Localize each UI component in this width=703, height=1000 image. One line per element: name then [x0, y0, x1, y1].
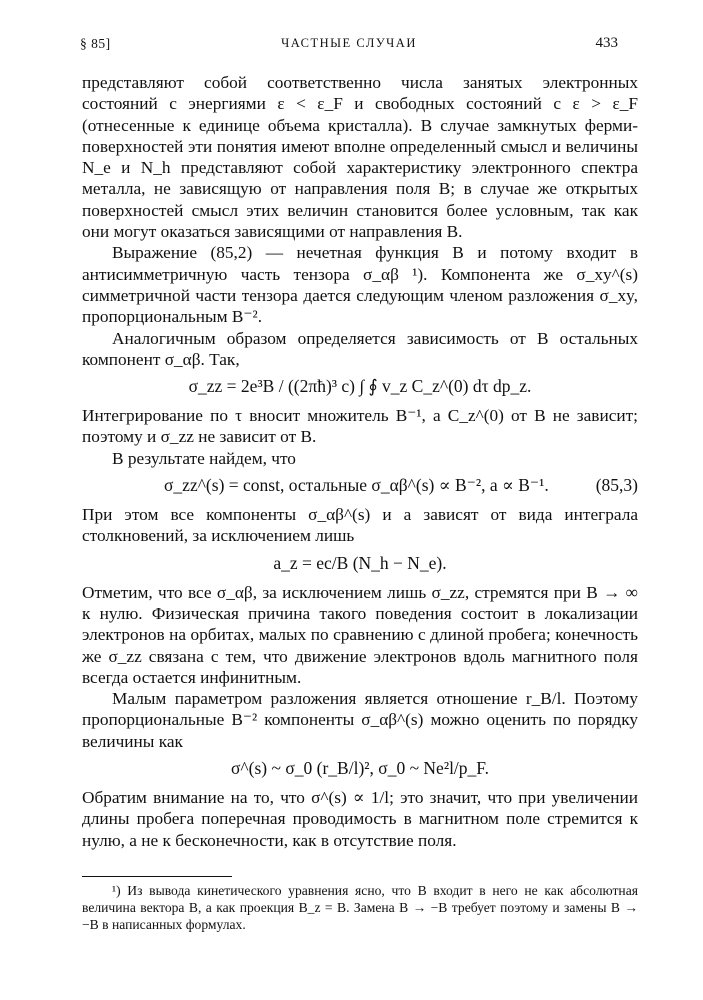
- paragraph-6: При этом все компоненты σ_αβ^(s) и a зависят от вида интеграла столкновений, за исключением лишь: [82, 505, 638, 546]
- paragraph-1: представляют собой соответственно числа занятых электронных состояний с энергиями ε < ε_F и свободных состояний с ε > ε_F (отнесенные к единице объема кристалла). В случае замкнутых ферми-поверхностей эти понятия имеют вполне определенный смысл и величины N_e и N_h представляют собой характеристику электронного спектра металла, не зависящую от направления поля B; в случае же открытых поверхностей смысл этих величин становится более условным, так как они могут оказаться зависящими от направления B.: [82, 73, 638, 242]
- paragraph-3: Аналогичным образом определяется зависимость от B остальных компонент σ_αβ. Так,: [82, 328, 638, 369]
- paragraph-5: В результате найдем, что: [112, 448, 296, 468]
- paragraph-4: Интегрирование по τ вносит множитель B⁻¹, а C_z^(0) от B не зависит; поэтому и σ_zz не зависит от B.: [82, 406, 638, 447]
- page-number: 433: [595, 35, 618, 51]
- equation-estimate: σ^(s) ~ σ_0 (r_B/l)², σ_0 ~ Ne²l/p_F.: [231, 758, 489, 779]
- section-number: § 85]: [80, 36, 111, 51]
- paragraph-7: Отметим, что все σ_αβ, за исключением лишь σ_zz, стремятся при B → ∞ к нулю. Физическая причина такого поведения состоит в локализации электронов на орбитах, малых по сравнению с длиной пробега; конечность же σ_zz связана с тем, что движение электронов вдоль магнитного поля всегда остается инфинитным.: [82, 582, 638, 687]
- paragraph-2: Выражение (85,2) — нечетная функция B и потому входит в антисимметричную часть тензора σ_αβ ¹). Компонента же σ_xy^(s) симметричной части тензора дается следующим членом разложения σ_xy, пропорциональным B⁻².: [82, 243, 638, 327]
- footnote-text: ¹) Из вывода кинетического уравнения ясно, что B входит в него не как абсолютная величина вектора B, а как проекция B_z = B. Замена B → −B требует поэтому и замены B → −B в написанных формулах.: [82, 883, 638, 932]
- equation-a-z: a_z = ec/B (N_h − N_e).: [273, 552, 447, 573]
- paragraph-9: Обратим внимание на то, что σ^(s) ∝ 1/l; это значит, что при увеличении длины пробега поперечная проводимость в магнитном поле стремится к нулю, а не к бесконечности, как в отсутствие поля.: [82, 788, 638, 850]
- equation-number: (85,3): [595, 475, 638, 496]
- equation-85-3: [82, 474, 638, 497]
- page-header: [80, 36, 618, 58]
- paragraph-8: Малым параметром разложения является отношение r_B/l. Поэтому пропорциональные B⁻² компоненты σ_αβ^(s) можно оценить по порядку величины как: [82, 689, 638, 751]
- page-body: [82, 72, 638, 851]
- running-title: ЧАСТНЫЕ СЛУЧАИ: [281, 36, 417, 50]
- footnote: [82, 876, 638, 933]
- equation-sigma-zz: σ_zz = 2e³B / ((2πħ)³ c) ∫ ∮ v_z C_z^(0) dτ dp_z.: [188, 376, 532, 397]
- footnote-rule: [82, 876, 232, 877]
- equation-85-3-body: σ_zz^(s) = const, остальные σ_αβ^(s) ∝ B⁻², a ∝ B⁻¹.: [164, 475, 549, 496]
